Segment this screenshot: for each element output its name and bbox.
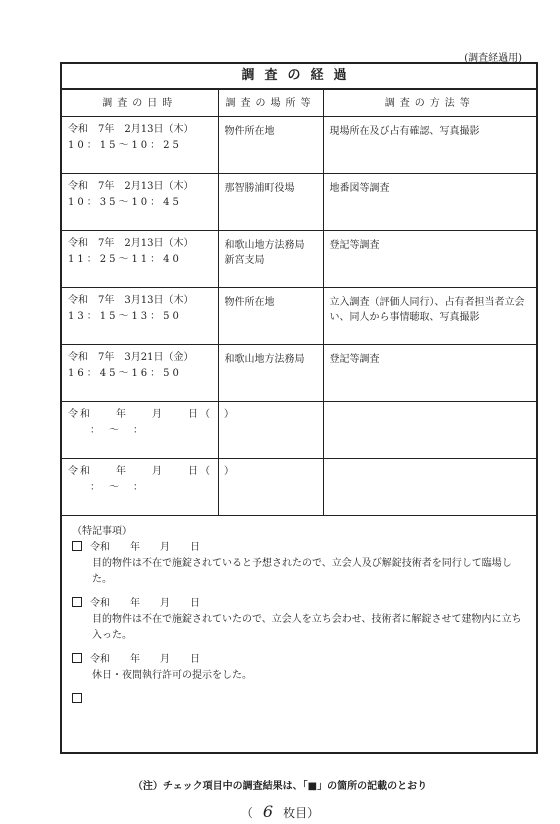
method-cell: 現場所在及び占有確認、写真撮影 — [323, 117, 536, 174]
note-item — [72, 652, 526, 684]
method-cell: 立入調査（評価人同行）、占有者担当者立会い、同人から事情聴取、写真撮影 — [323, 288, 536, 345]
time-text: 13：15〜13：50 — [68, 311, 182, 322]
survey-table — [62, 89, 536, 516]
checkbox[interactable] — [72, 653, 82, 663]
time-text: 10：15〜10：25 — [68, 140, 182, 151]
table-row — [62, 288, 536, 345]
time-text: 16：45〜16：50 — [68, 368, 182, 379]
note-item — [72, 540, 526, 588]
datetime-cell — [62, 231, 218, 288]
note-item — [72, 692, 526, 708]
time-text: ： 〜 ： — [90, 482, 145, 493]
method-cell: 登記等調査 — [323, 231, 536, 288]
note-text: 目的物件は不在で施錠されていたので、立会人を立ち会わせ、技術者に解錠させて建物内に立ち入った。 — [92, 614, 522, 641]
date-text: 令和 7年 2月13日（木） — [68, 238, 194, 249]
survey-form — [60, 62, 538, 754]
table-row — [62, 174, 536, 231]
method-cell: 地番図等調査 — [323, 174, 536, 231]
checkbox[interactable] — [72, 693, 82, 703]
time-text: 11：25〜11：40 — [68, 254, 182, 265]
table-row — [62, 231, 536, 288]
special-notes — [62, 516, 536, 724]
place-cell: 和歌山地方法務局 — [218, 345, 323, 402]
date-text: 令和 7年 3月13日（木） — [68, 295, 194, 306]
table-header-row — [62, 90, 536, 117]
note-date: 令和 年 月 日 — [90, 654, 200, 665]
method-cell: 登記等調査 — [323, 345, 536, 402]
notes-heading: （特記事項） — [72, 526, 132, 537]
table-row — [62, 345, 536, 402]
date-text: 令和 年 月 日（ ） — [68, 466, 236, 477]
form-title: 調査の経過 — [62, 64, 536, 89]
datetime-cell — [62, 174, 218, 231]
place-cell: 那智勝浦町役場 — [218, 174, 323, 231]
page-number-value: 6 — [262, 802, 274, 821]
place-cell: 和歌山地方法務局 新宮支局 — [218, 231, 323, 288]
column-header-method: 調査の方法等 — [323, 90, 536, 117]
column-header-datetime: 調査の日時 — [62, 90, 218, 117]
date-text: 令和 年 月 日（ ） — [68, 409, 236, 420]
footer-note: （注）チェック項目中の調査結果は、「■」の箇所の記載のとおり — [132, 781, 428, 792]
date-text: 令和 7年 2月13日（木） — [68, 181, 194, 192]
page-open: （ — [240, 806, 253, 820]
note-item — [72, 596, 526, 644]
table-row-blank — [62, 402, 536, 459]
table-row-blank — [62, 459, 536, 516]
date-text: 令和 7年 3月21日（金） — [68, 352, 194, 363]
page-number — [0, 802, 560, 821]
checkbox[interactable] — [72, 541, 82, 551]
note-text: 休日・夜間執行許可の提示をした。 — [92, 670, 252, 681]
time-text: ： 〜 ： — [90, 425, 145, 436]
note-date: 令和 年 月 日 — [90, 598, 200, 609]
page-suffix: 枚目） — [283, 806, 320, 820]
column-header-place: 調査の場所等 — [218, 90, 323, 117]
datetime-cell — [62, 345, 218, 402]
datetime-cell — [62, 288, 218, 345]
datetime-cell — [62, 459, 236, 516]
time-text: 10：35〜10：45 — [68, 197, 182, 208]
date-text: 令和 7年 2月13日（木） — [68, 124, 194, 135]
method-cell — [323, 402, 536, 459]
checkbox[interactable] — [72, 597, 82, 607]
datetime-cell — [62, 402, 236, 459]
place-cell: 物件所在地 — [218, 288, 323, 345]
usage-label: (調査経過用) — [464, 53, 522, 64]
note-date: 令和 年 月 日 — [90, 542, 200, 553]
datetime-cell — [62, 117, 218, 174]
table-row — [62, 117, 536, 174]
method-cell — [323, 459, 536, 516]
place-cell: 物件所在地 — [218, 117, 323, 174]
note-text: 目的物件は不在で施錠されていると予想されたので、立会人及び解錠技術者を同行して臨場した。 — [92, 558, 512, 585]
